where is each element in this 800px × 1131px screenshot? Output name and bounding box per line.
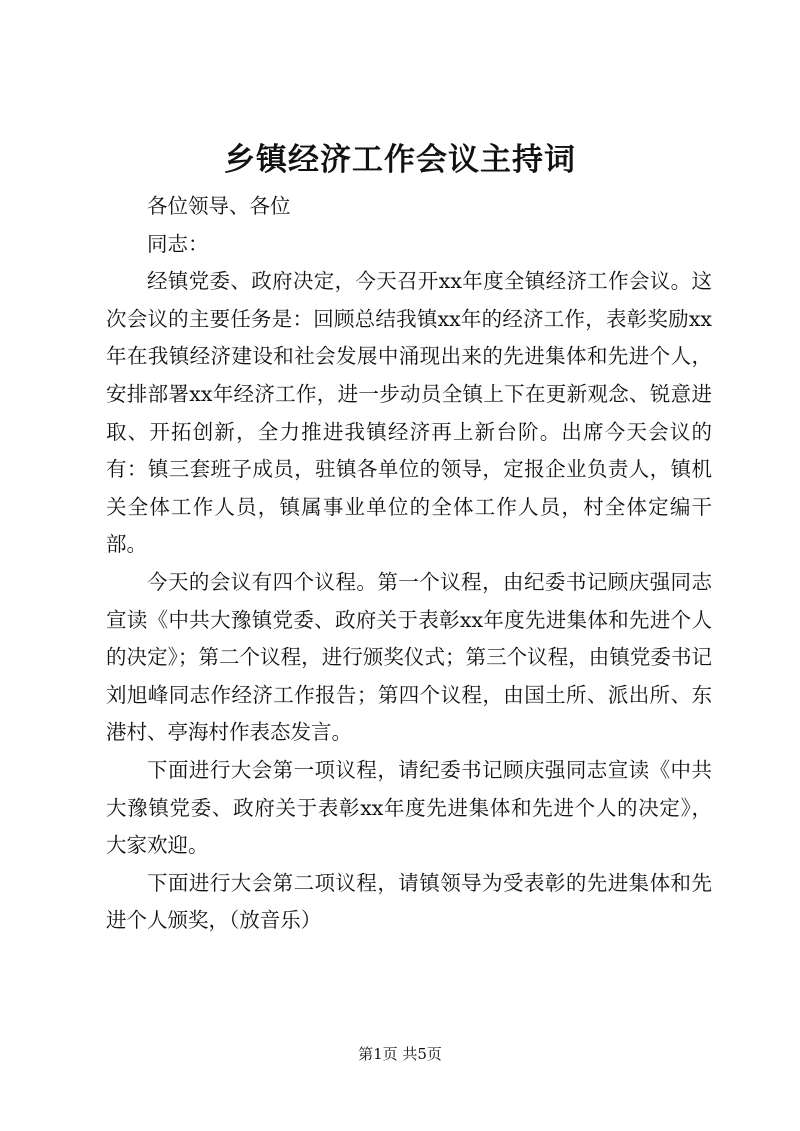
paragraph-first-item: 下面进行大会第一项议程，请纪委书记顾庆强同志宣读《中共大豫镇党委、政府关于表彰xx年度先进集体和先进个人的决定》，大家欢迎。 [106, 757, 712, 858]
salutation-line-2: 同志： [147, 231, 209, 256]
document-title: 乡镇经济工作会议主持词 [224, 142, 576, 178]
document-body [106, 188, 712, 940]
page-number-footer: 第1页 共5页 [358, 1045, 442, 1063]
paragraph-second-item: 下面进行大会第二项议程，请镇领导为受表彰的先进集体和先进个人颁奖，（放音乐） [106, 870, 712, 933]
paragraph-agenda: 今天的会议有四个议程。第一个议程，由纪委书记顾庆强同志宣读《中共大豫镇党委、政府关于表彰xx年度先进集体和先进个人的决定》；第二个议程，进行颁奖仪式；第三个议程，由镇党委书记刘旭峰同志作经济工作报告；第四个议程，由国土所、派出所、东港村、亭海村作表态发言。 [106, 569, 712, 745]
salutation-line-1: 各位领导、各位 [147, 194, 291, 218]
paragraph-opening: 经镇党委、政府决定，今天召开xx年度全镇经济工作会议。这次会议的主要任务是：回顾总结我镇xx年的经济工作，表彰奖励xx年在我镇经济建设和社会发展中涌现出来的先进集体和先进个人，安排部署xx年经济工作，进一步动员全镇上下在更新观念、锐意进取、开拓创新，全力推进我镇经济再上新台阶。出席今天会议的有：镇三套班子成员，驻镇各单位的领导，定报企业负责人，镇机关全体工作人员，镇属事业单位的全体工作人员，村全体定编干部。 [106, 269, 712, 557]
